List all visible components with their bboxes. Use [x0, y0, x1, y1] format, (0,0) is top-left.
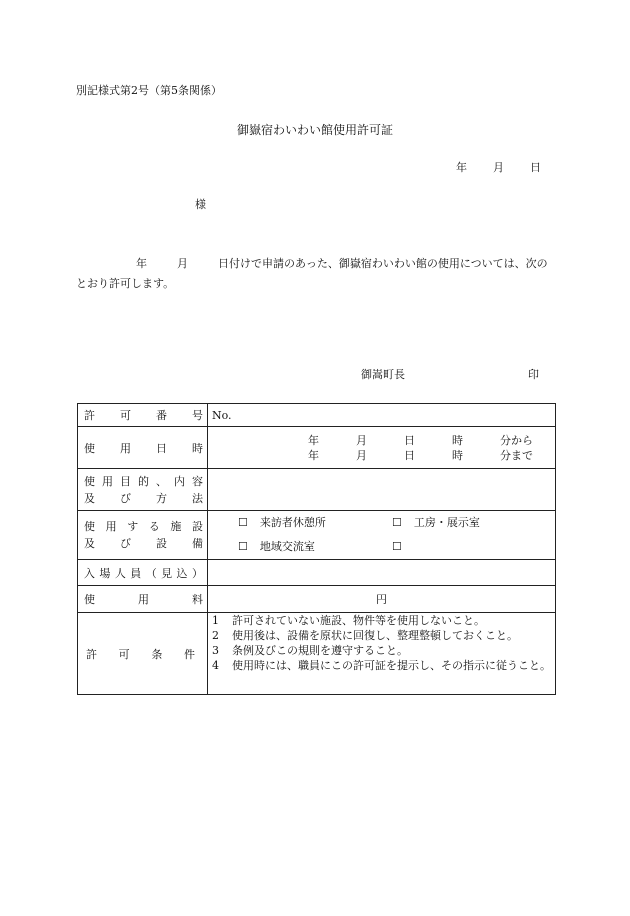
- label-purpose: 使 用 目 的 、 内 容 及 び 方 法: [78, 469, 208, 511]
- row-fee: [78, 586, 556, 613]
- purpose-field[interactable]: [208, 469, 556, 511]
- facility-option-rest-area[interactable]: ☐ 来訪者休憩所: [238, 511, 392, 535]
- permit-number-prefix: No.: [212, 408, 232, 422]
- fee-field[interactable]: [208, 586, 556, 613]
- checkbox-icon[interactable]: ☐: [238, 540, 248, 553]
- datetime-start: 年 月 日 時 分から: [308, 433, 533, 447]
- use-datetime-field[interactable]: [208, 427, 556, 469]
- condition-item: 4 使用時には、職員にこの許可証を提示し、その指示に従うこと。: [212, 659, 551, 672]
- issue-date-year: 年: [456, 161, 467, 174]
- label-conditions: 許 可 条 件: [78, 613, 208, 695]
- row-attendance: [78, 560, 556, 586]
- facility-option-community-room[interactable]: ☐ 地域交流室: [238, 535, 392, 559]
- row-permit-number: [78, 404, 556, 427]
- permit-table: [77, 403, 556, 695]
- facility-option-other[interactable]: [392, 535, 546, 559]
- document-title: 御嶽宿わいわい館使用許可証: [236, 123, 393, 137]
- condition-item: 1 許可されていない施設、物件等を使用しないこと。: [212, 614, 485, 627]
- issue-date: [456, 162, 541, 173]
- body-month: 月: [177, 257, 188, 270]
- label-attendance: 入 場 人 員 （ 見 込 ）: [78, 560, 208, 586]
- datetime-end: 年 月 日 時 分まで: [308, 448, 533, 462]
- permit-number-field[interactable]: [208, 404, 556, 427]
- body-year: 年: [136, 257, 147, 270]
- condition-item: 2 使用後は、設備を原状に回復し、整理整頓しておくこと。: [212, 629, 518, 642]
- seal-mark: 印: [528, 368, 539, 381]
- body-text: 日付けで申請のあった、御嶽宿わいわい館の使用については、次のとおり許可します。: [76, 257, 548, 290]
- row-conditions: [78, 613, 556, 695]
- attendance-field[interactable]: [208, 560, 556, 586]
- body-paragraph: [76, 254, 556, 294]
- facility-option-workshop[interactable]: ☐ 工房・展示室: [392, 511, 546, 535]
- facilities-field: [208, 511, 556, 560]
- mayor-title: 御嵩町長: [361, 368, 405, 381]
- label-facilities: 使 用 す る 施 設 及 び 設 備: [78, 511, 208, 560]
- form-number: 別記様式第2号（第5条関係）: [76, 84, 222, 97]
- row-use-datetime: [78, 427, 556, 469]
- fee-unit: 円: [376, 593, 387, 606]
- row-purpose: [78, 469, 556, 511]
- label-use-datetime: 使 用 日 時: [78, 427, 208, 469]
- checkbox-icon[interactable]: ☐: [238, 516, 248, 529]
- recipient-honorific: 様: [195, 198, 206, 211]
- label-permit-number: 許 可 番 号: [78, 404, 208, 427]
- issue-date-month: 月: [493, 161, 504, 174]
- checkbox-icon[interactable]: ☐: [392, 516, 402, 529]
- label-fee: 使 用 料: [78, 586, 208, 613]
- checkbox-icon[interactable]: ☐: [392, 540, 402, 553]
- conditions-list: [208, 613, 556, 695]
- row-facilities: [78, 511, 556, 560]
- issue-date-day: 日: [530, 161, 541, 174]
- condition-item: 3 条例及びこの規則を遵守すること。: [212, 644, 408, 657]
